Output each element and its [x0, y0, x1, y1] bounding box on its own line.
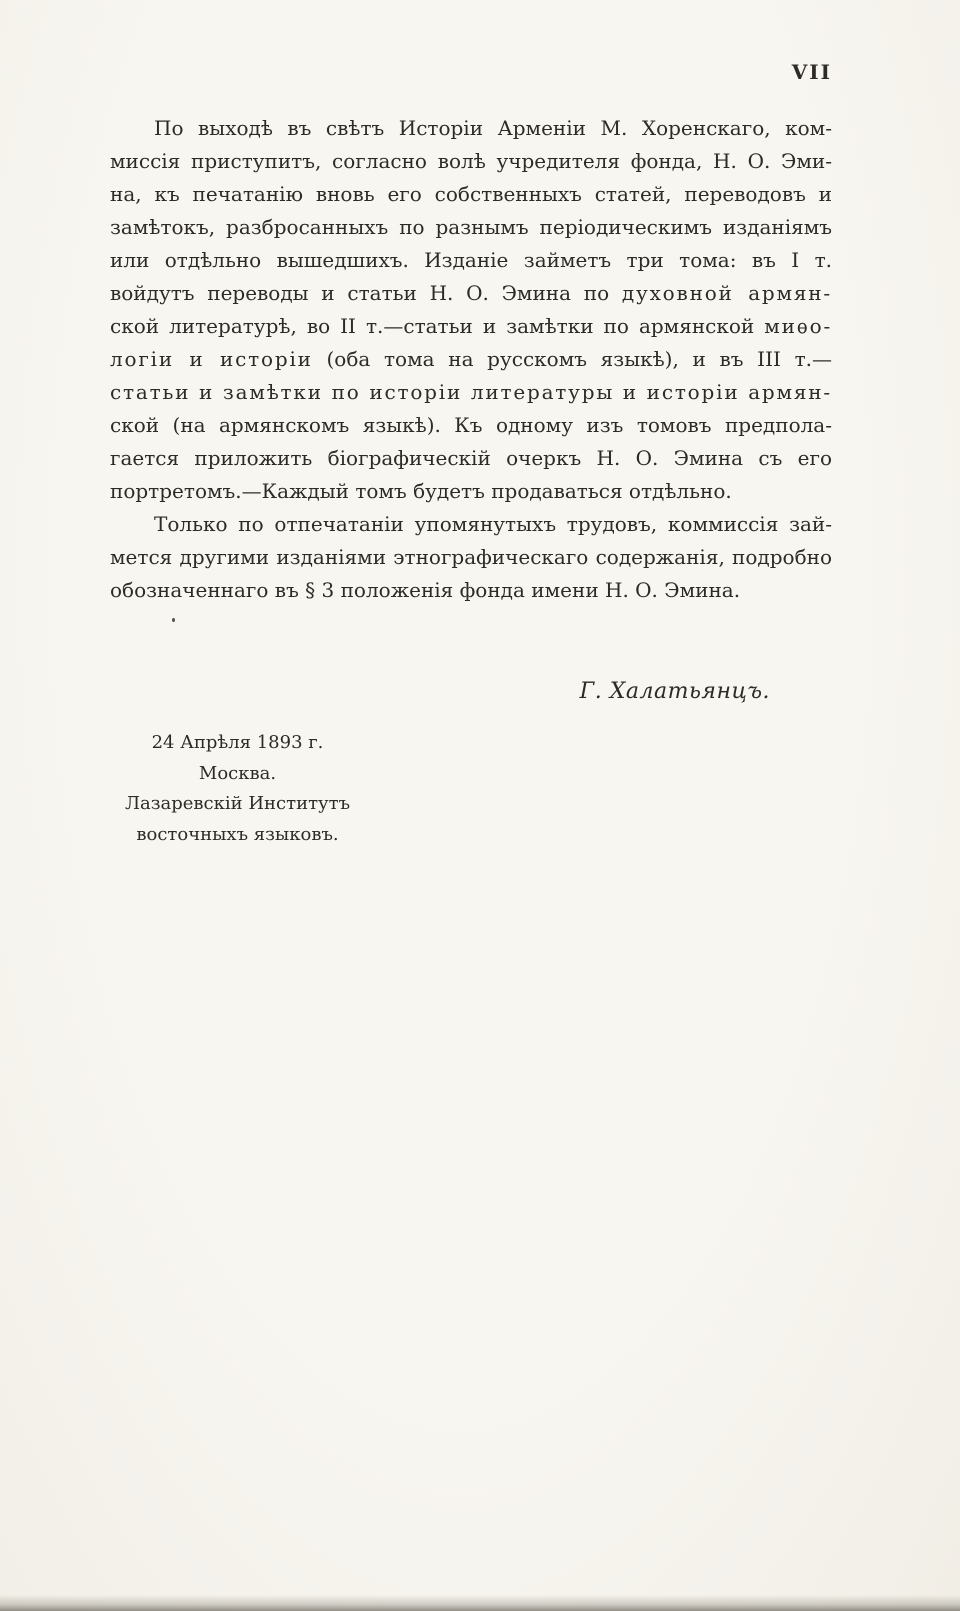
- scan-bottom-edge: [0, 1595, 960, 1611]
- line-text: войдутъ переводы и статьи Н. О. Эмина по: [110, 281, 622, 305]
- line-text-spaced: статьи и замѣтки по исторіи литературы и исторіи армян-: [110, 380, 832, 404]
- page-number: VII: [791, 60, 832, 84]
- line-text-spaced: миѳо-: [764, 314, 832, 338]
- scan-speck: [172, 618, 175, 622]
- text-line: [110, 376, 832, 409]
- colophon-city: Москва.: [198, 762, 277, 784]
- paragraph-1: [110, 112, 832, 508]
- author-signature: Г. Халатьянцъ.: [579, 679, 770, 704]
- line-text: ской (на армянскомъ языкѣ). Къ одному изъ томовъ предпола-: [110, 413, 832, 437]
- text-line: [110, 145, 832, 178]
- text-line: [110, 244, 832, 277]
- text-line: [110, 211, 832, 244]
- text-line: [110, 112, 832, 145]
- line-text: миссія приступитъ, согласно волѣ учредителя фонда, Н. О. Эми-: [110, 149, 832, 173]
- colophon-institute: Лазаревскій Институтъ: [124, 793, 351, 814]
- text-line: [110, 178, 832, 211]
- colophon-date: 24 Апрѣля 1893 г.: [151, 732, 324, 753]
- line-text: замѣтокъ, разбросанныхъ по разнымъ періодическимъ изданіямъ: [110, 215, 832, 239]
- line-text: гается приложить біографическій очеркъ Н. О. Эмина съ его: [110, 446, 832, 470]
- line-text: (оба тома на русскомъ языкѣ), и въ III т.—: [312, 347, 832, 371]
- line-text: По выходѣ въ свѣтъ Исторіи Арменіи М. Хоренскаго, ком-: [154, 116, 832, 140]
- date-place-block: [120, 728, 355, 850]
- line-text: Только по отпечатаніи упомянутыхъ трудовъ, коммиссія зай-: [154, 512, 832, 536]
- colophon-institute-line2: восточныхъ языковъ.: [136, 823, 339, 845]
- text-line: [110, 277, 832, 310]
- text-line: [110, 409, 832, 442]
- line-text-spaced: духовной армян-: [621, 281, 832, 305]
- line-text: обозначеннаго въ § 3 положенія фонда имени Н. О. Эмина.: [110, 578, 741, 602]
- line-text: на, къ печатанію вновь его собственныхъ статей, переводовъ и: [110, 182, 832, 206]
- text-line: [110, 310, 832, 343]
- text-line: [110, 475, 832, 508]
- text-line: [110, 508, 832, 541]
- page-content: [110, 112, 832, 850]
- line-text: или отдѣльно вышедшихъ. Изданіе займетъ три тома: въ I т.: [110, 248, 832, 272]
- line-text: портретомъ.—Каждый томъ будетъ продаваться отдѣльно.: [110, 479, 732, 503]
- line-text: мется другими изданіями этнографическаго содержанія, подробно: [110, 545, 832, 569]
- text-line: [110, 442, 832, 475]
- text-line: [110, 574, 832, 607]
- paragraph-2: [110, 508, 832, 607]
- line-text-spaced: логіи и исторіи: [110, 347, 313, 371]
- text-line: [110, 343, 832, 376]
- text-line: [110, 541, 832, 574]
- line-text: ской литературѣ, во II т.—статьи и замѣтки по армянской: [110, 314, 765, 338]
